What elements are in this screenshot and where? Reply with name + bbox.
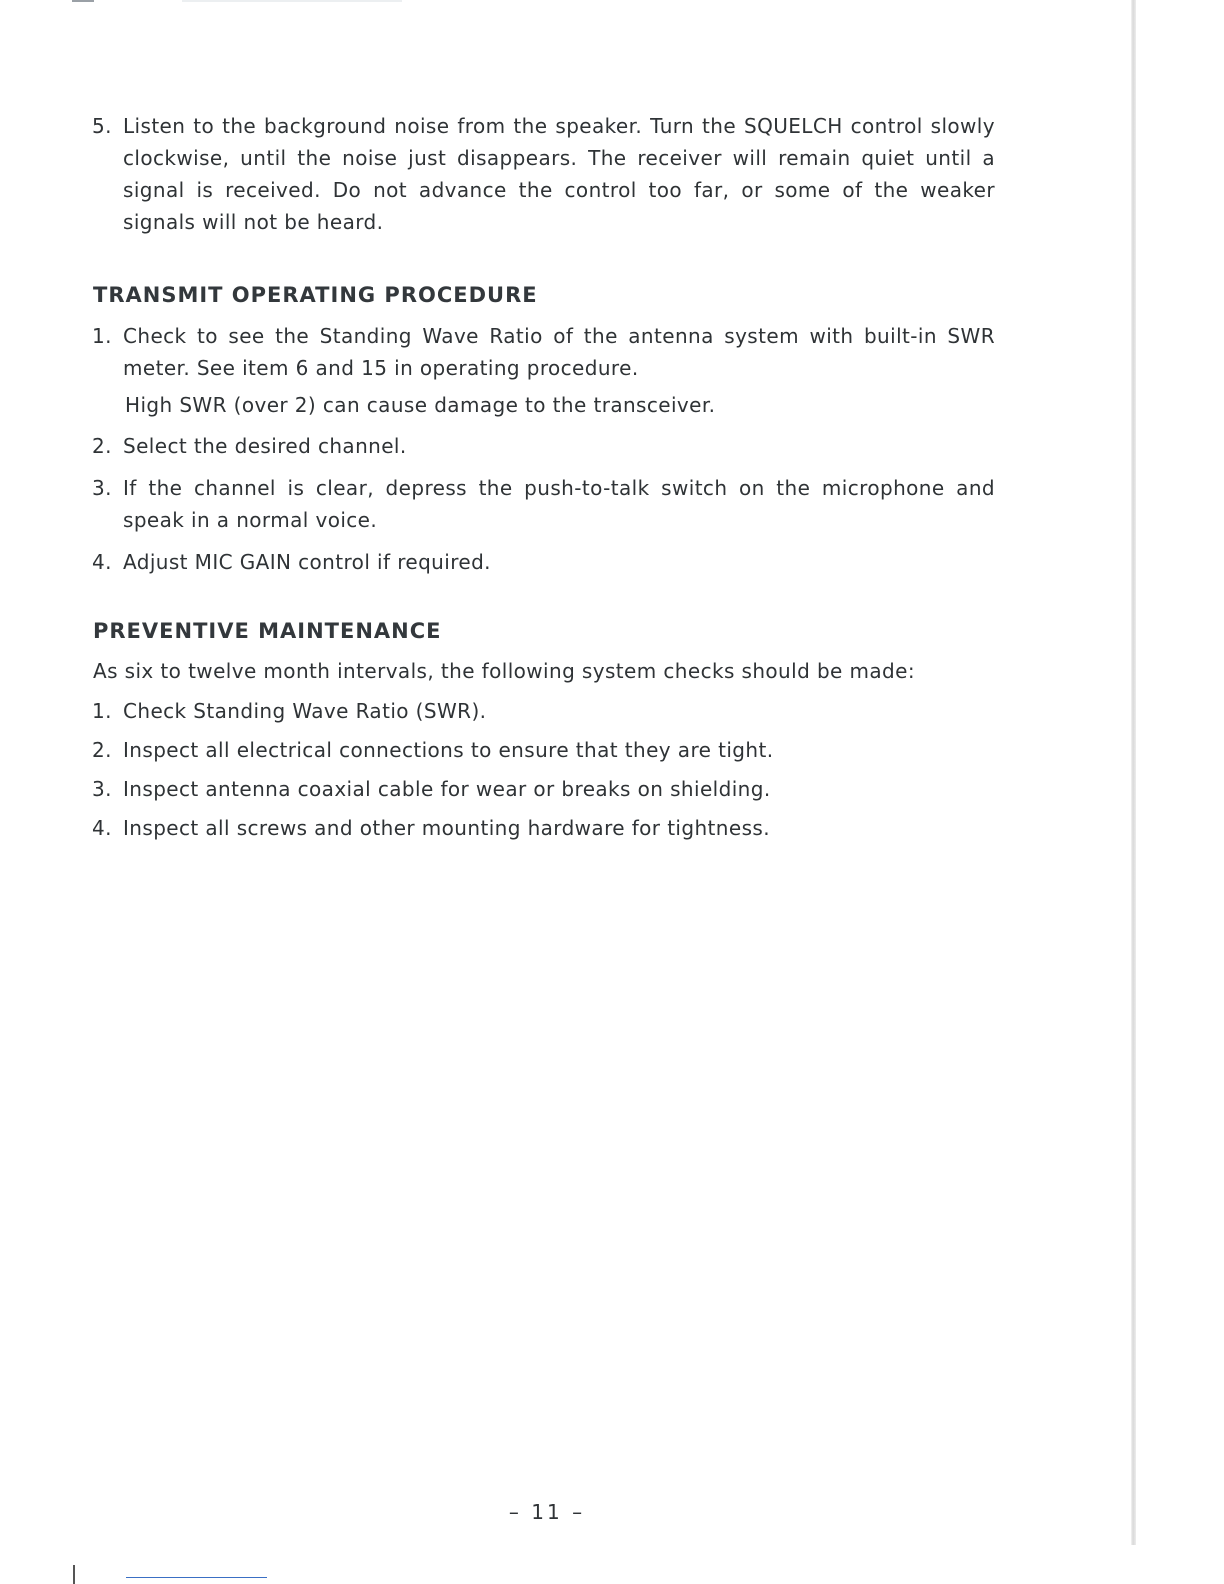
step-number: 2. <box>92 738 112 762</box>
scan-mark-top <box>72 0 94 2</box>
step-number: 5. <box>92 114 112 138</box>
step-number: 4. <box>92 550 112 574</box>
page-number: – 11 – <box>508 1500 586 1524</box>
step-number: 3. <box>92 777 112 801</box>
transmit-step-4 <box>90 546 995 578</box>
receive-step-5 <box>90 110 995 238</box>
step-number: 1. <box>92 324 112 348</box>
transmit-step-2 <box>90 430 995 462</box>
document-body <box>90 110 995 852</box>
maintenance-step-4 <box>90 813 995 844</box>
scan-rule-bottom <box>126 1577 267 1578</box>
transmit-step-1 <box>90 320 995 384</box>
step-text: Listen to the background noise from the speaker. Turn the SQUELCH control slowly clockwise, until the noise just disappears. The receiver will remain quiet until a signal is received. Do not advance the control too far, or some of the weaker signals will not be heard. <box>123 114 995 234</box>
maintenance-step-2 <box>90 735 995 766</box>
step-text: Check to see the Standing Wave Ratio of the antenna system with built-in SWR meter. See item 6 and 15 in operating procedure. <box>123 324 995 380</box>
step-text: Inspect antenna coaxial cable for wear or breaks on shielding. <box>123 777 771 801</box>
step-number: 3. <box>92 476 112 500</box>
step-text: Inspect all screws and other mounting hardware for tightness. <box>123 816 770 840</box>
step-number: 1. <box>92 699 112 723</box>
scan-mark-bottom <box>73 1565 75 1584</box>
step-text: Inspect all electrical connections to ensure that they are tight. <box>123 738 774 762</box>
step-number: 2. <box>92 434 112 458</box>
step-text: Adjust MIC GAIN control if required. <box>123 550 491 574</box>
maintenance-step-3 <box>90 774 995 805</box>
step-text: Check Standing Wave Ratio (SWR). <box>123 699 487 723</box>
step-number: 4. <box>92 816 112 840</box>
step-text: Select the desired channel. <box>123 434 407 458</box>
page-edge-shadow <box>1131 0 1136 1545</box>
transmit-step-1-note: High SWR (over 2) can cause damage to the transceiver. <box>125 393 716 417</box>
transmit-heading: TRANSMIT OPERATING PROCEDURE <box>93 283 538 307</box>
step-text: If the channel is clear, depress the push-to-talk switch on the microphone and speak in a normal voice. <box>123 476 995 532</box>
transmit-step-3 <box>90 472 995 536</box>
maintenance-step-1 <box>90 696 995 727</box>
scan-mark-top-faint <box>182 0 402 2</box>
maintenance-heading: PREVENTIVE MAINTENANCE <box>93 619 442 643</box>
maintenance-intro: As six to twelve month intervals, the following system checks should be made: <box>93 659 915 683</box>
